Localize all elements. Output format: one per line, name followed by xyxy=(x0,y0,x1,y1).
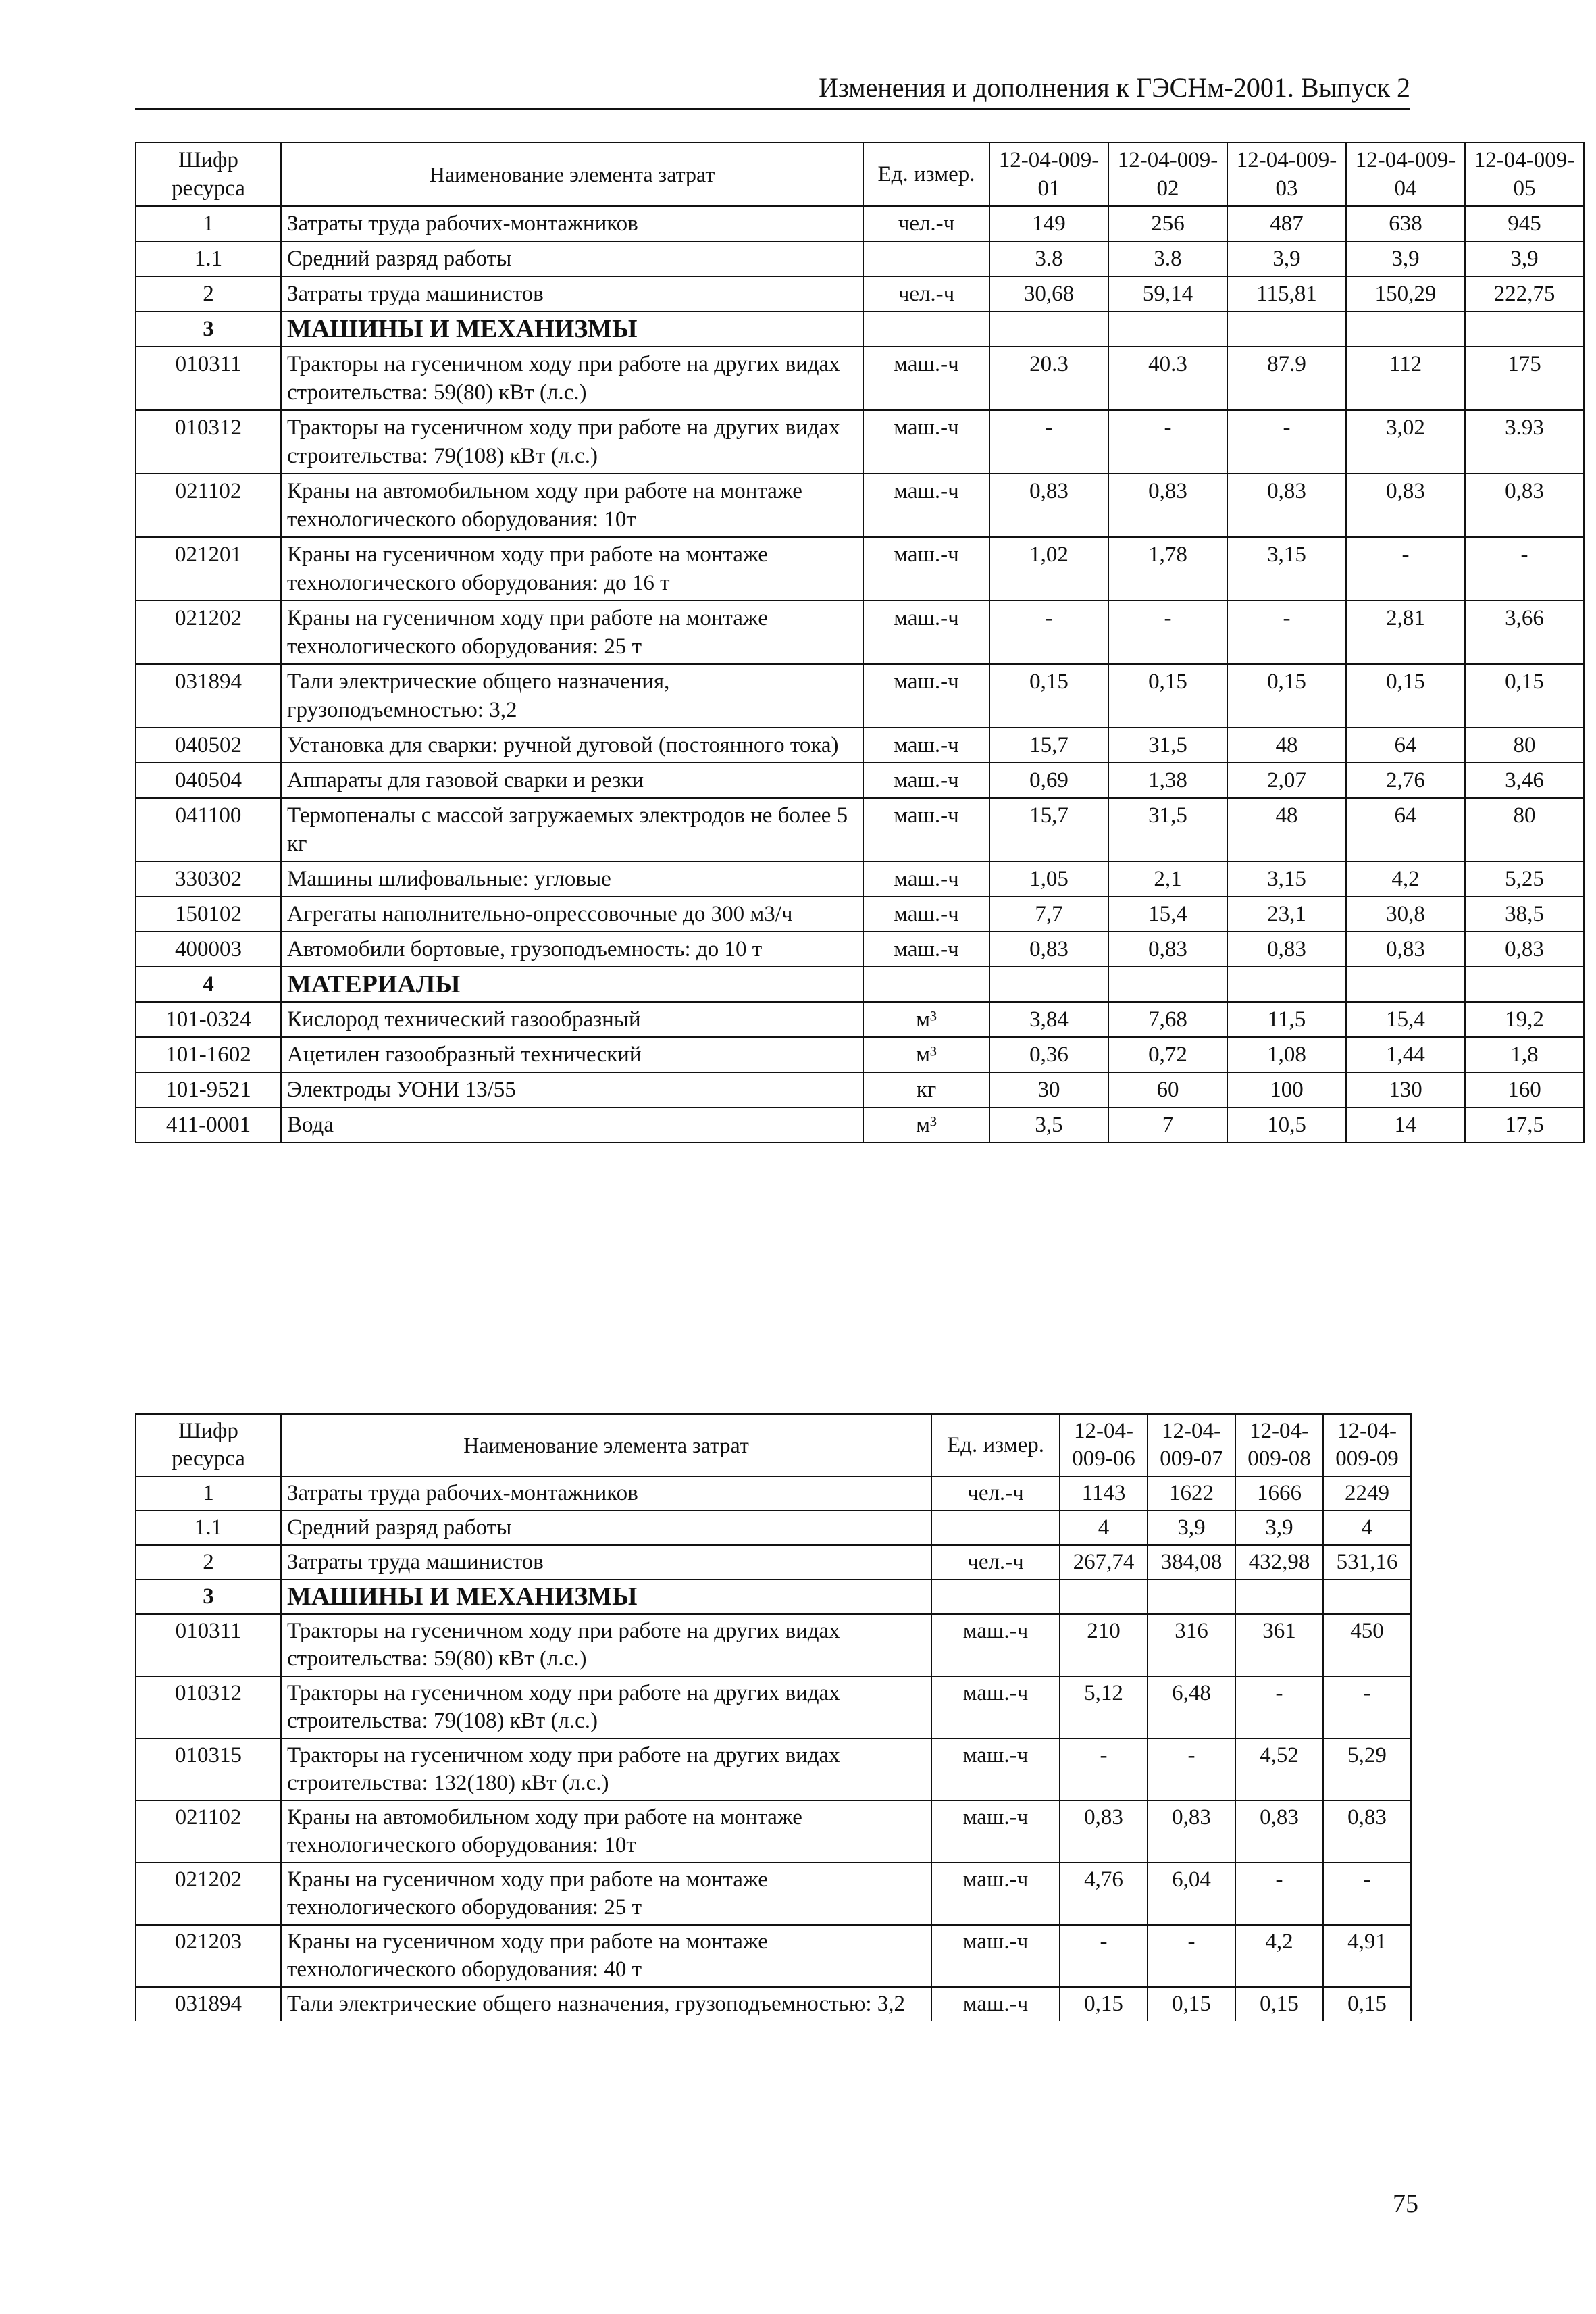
unit-cell: м³ xyxy=(863,1037,989,1072)
table-row xyxy=(136,410,1584,474)
value-cell: 3.93 xyxy=(1465,410,1584,474)
value-cell: - xyxy=(989,410,1108,474)
resource-code: 1.1 xyxy=(136,241,281,276)
resource-code: 1 xyxy=(136,1476,281,1511)
value-cell: 1,44 xyxy=(1346,1037,1465,1072)
resource-code: 3 xyxy=(136,1580,281,1614)
unit-cell: маш.-ч xyxy=(931,1987,1060,2021)
resource-code: 1 xyxy=(136,206,281,241)
value-cell: 7,68 xyxy=(1108,1002,1227,1037)
table-row xyxy=(136,1676,1411,1738)
table-row xyxy=(136,798,1584,861)
value-cell: 3,15 xyxy=(1227,537,1346,601)
cost-element-name: Затраты труда рабочих-монтажников xyxy=(281,1476,931,1511)
value-cell: - xyxy=(1323,1676,1411,1738)
value-cell: 149 xyxy=(989,206,1108,241)
value-cell: 20.3 xyxy=(989,347,1108,410)
value-cell: 3,9 xyxy=(1148,1511,1235,1545)
value-cell: - xyxy=(1148,1925,1235,1987)
value-cell: 3,5 xyxy=(989,1107,1108,1142)
table-row xyxy=(136,537,1584,601)
table-row xyxy=(136,311,1584,347)
table-row xyxy=(136,1107,1584,1142)
table-row xyxy=(136,1614,1411,1676)
resource-code: 021202 xyxy=(136,1863,281,1925)
value-cell: 945 xyxy=(1465,206,1584,241)
cost-element-name: Затраты труда рабочих-монтажников xyxy=(281,206,863,241)
value-cell: 6,04 xyxy=(1148,1863,1235,1925)
resource-code: 010315 xyxy=(136,1738,281,1801)
resource-code: 101-9521 xyxy=(136,1072,281,1107)
table-row xyxy=(136,1511,1411,1545)
unit-cell: маш.-ч xyxy=(863,347,989,410)
unit-cell: маш.-ч xyxy=(931,1863,1060,1925)
value-cell: - xyxy=(1060,1738,1148,1801)
value-cell: 15,7 xyxy=(989,798,1108,861)
value-cell: 115,81 xyxy=(1227,276,1346,311)
value-cell: 0,83 xyxy=(1346,474,1465,537)
unit-cell: маш.-ч xyxy=(931,1925,1060,1987)
table-row xyxy=(136,1863,1411,1925)
cost-element-name: Краны на автомобильном ходу при работе на монтаже технологического оборудования: 10т xyxy=(281,1801,931,1863)
value-cell: 15,7 xyxy=(989,728,1108,763)
table-row xyxy=(136,967,1584,1002)
page-header: Изменения и дополнения к ГЭСНм-2001. Выпуск 2 xyxy=(135,70,1410,110)
column-header: Шифр ресурса xyxy=(136,143,281,206)
cost-element-name: Термопеналы с массой загружаемых электродов не более 5 кг xyxy=(281,798,863,861)
value-cell: 0,15 xyxy=(989,664,1108,728)
value-cell: 10,5 xyxy=(1227,1107,1346,1142)
unit-cell: маш.-ч xyxy=(931,1738,1060,1801)
table-row xyxy=(136,206,1584,241)
value-cell: 0,83 xyxy=(1323,1801,1411,1863)
value-cell: 0,83 xyxy=(1148,1801,1235,1863)
value-cell xyxy=(1108,311,1227,347)
value-cell: 3.8 xyxy=(989,241,1108,276)
value-cell: 4,91 xyxy=(1323,1925,1411,1987)
unit-cell: маш.-ч xyxy=(863,474,989,537)
cost-element-name: Краны на гусеничном ходу при работе на монтаже технологического оборудования: 25 т xyxy=(281,1863,931,1925)
unit-cell: м³ xyxy=(863,1002,989,1037)
value-cell: 1622 xyxy=(1148,1476,1235,1511)
table-row xyxy=(136,1476,1411,1511)
resource-code: 041100 xyxy=(136,798,281,861)
table-row xyxy=(136,1002,1584,1037)
value-cell: 1143 xyxy=(1060,1476,1148,1511)
table-row xyxy=(136,1738,1411,1801)
value-cell: 4,2 xyxy=(1235,1925,1323,1987)
column-header: Ед. измер. xyxy=(863,143,989,206)
cost-element-name: Затраты труда машинистов xyxy=(281,276,863,311)
column-header: 12-04-009-05 xyxy=(1465,143,1584,206)
table-row xyxy=(136,1545,1411,1580)
value-cell: 3,15 xyxy=(1227,861,1346,897)
unit-cell: м³ xyxy=(863,1107,989,1142)
value-cell: 2,07 xyxy=(1227,763,1346,798)
value-cell: 1,02 xyxy=(989,537,1108,601)
value-cell: 384,08 xyxy=(1148,1545,1235,1580)
value-cell: 1,8 xyxy=(1465,1037,1584,1072)
value-cell: 3,9 xyxy=(1235,1511,1323,1545)
value-cell: 30 xyxy=(989,1072,1108,1107)
value-cell: 256 xyxy=(1108,206,1227,241)
value-cell: 2,76 xyxy=(1346,763,1465,798)
value-cell: 3.8 xyxy=(1108,241,1227,276)
value-cell: 4,76 xyxy=(1060,1863,1148,1925)
unit-cell xyxy=(863,241,989,276)
value-cell xyxy=(1227,967,1346,1002)
value-cell: 531,16 xyxy=(1323,1545,1411,1580)
table-row xyxy=(136,728,1584,763)
unit-cell: маш.-ч xyxy=(863,601,989,664)
value-cell: - xyxy=(1060,1925,1148,1987)
value-cell: 0,83 xyxy=(1108,474,1227,537)
cost-element-name: Тракторы на гусеничном ходу при работе на других видах строительства: 59(80) кВт (л.с.) xyxy=(281,1614,931,1676)
value-cell: 450 xyxy=(1323,1614,1411,1676)
unit-cell: маш.-ч xyxy=(863,798,989,861)
value-cell: 0,15 xyxy=(1323,1987,1411,2021)
resource-table-2 xyxy=(135,1413,1412,2021)
unit-cell xyxy=(931,1511,1060,1545)
resource-code: 411-0001 xyxy=(136,1107,281,1142)
value-cell: - xyxy=(1108,410,1227,474)
table-row xyxy=(136,1072,1584,1107)
value-cell: - xyxy=(1227,601,1346,664)
cost-element-name: Аппараты для газовой сварки и резки xyxy=(281,763,863,798)
value-cell: 11,5 xyxy=(1227,1002,1346,1037)
unit-cell: чел.-ч xyxy=(931,1545,1060,1580)
resource-code: 4 xyxy=(136,967,281,1002)
resource-code: 021203 xyxy=(136,1925,281,1987)
resource-code: 031894 xyxy=(136,1987,281,2021)
value-cell: 1666 xyxy=(1235,1476,1323,1511)
table-row xyxy=(136,932,1584,967)
value-cell: - xyxy=(1323,1863,1411,1925)
resource-code: 2 xyxy=(136,276,281,311)
cost-element-name: Тракторы на гусеничном ходу при работе на других видах строительства: 79(108) кВт (л.с.) xyxy=(281,410,863,474)
value-cell: 0,83 xyxy=(1060,1801,1148,1863)
unit-cell: маш.-ч xyxy=(863,410,989,474)
resource-code: 010311 xyxy=(136,347,281,410)
resource-code: 021102 xyxy=(136,474,281,537)
value-cell: 160 xyxy=(1465,1072,1584,1107)
unit-cell: маш.-ч xyxy=(931,1676,1060,1738)
resource-code: 021102 xyxy=(136,1801,281,1863)
table-row xyxy=(136,861,1584,897)
value-cell: 3,9 xyxy=(1346,241,1465,276)
value-cell: 150,29 xyxy=(1346,276,1465,311)
value-cell: 64 xyxy=(1346,798,1465,861)
value-cell: 0,15 xyxy=(1346,664,1465,728)
value-cell: 0,15 xyxy=(1148,1987,1235,2021)
value-cell: 48 xyxy=(1227,798,1346,861)
table-row xyxy=(136,276,1584,311)
unit-cell: маш.-ч xyxy=(863,861,989,897)
value-cell: 14 xyxy=(1346,1107,1465,1142)
value-cell: 100 xyxy=(1227,1072,1346,1107)
value-cell: 0,83 xyxy=(1108,932,1227,967)
cost-element-name: Тракторы на гусеничном ходу при работе на других видах строительства: 59(80) кВт (л.с.) xyxy=(281,347,863,410)
value-cell: 0,69 xyxy=(989,763,1108,798)
value-cell: - xyxy=(1148,1738,1235,1801)
value-cell: - xyxy=(1346,537,1465,601)
value-cell: 222,75 xyxy=(1465,276,1584,311)
column-header: Шифр ресурса xyxy=(136,1414,281,1476)
value-cell: 87.9 xyxy=(1227,347,1346,410)
unit-cell xyxy=(931,1580,1060,1614)
value-cell: - xyxy=(1465,537,1584,601)
value-cell xyxy=(989,311,1108,347)
value-cell: 5,25 xyxy=(1465,861,1584,897)
table-header-row xyxy=(136,143,1584,206)
unit-cell: маш.-ч xyxy=(863,664,989,728)
value-cell: 2,1 xyxy=(1108,861,1227,897)
value-cell: 19,2 xyxy=(1465,1002,1584,1037)
cost-element-name: Ацетилен газообразный технический xyxy=(281,1037,863,1072)
cost-element-name: Кислород технический газообразный xyxy=(281,1002,863,1037)
table-row xyxy=(136,474,1584,537)
column-header: 12-04-009-01 xyxy=(989,143,1108,206)
cost-element-name: Тракторы на гусеничном ходу при работе на других видах строительства: 79(108) кВт (л.с.) xyxy=(281,1676,931,1738)
resource-code: 021201 xyxy=(136,537,281,601)
value-cell: 0,83 xyxy=(1227,474,1346,537)
cost-element-name: Краны на гусеничном ходу при работе на монтаже технологического оборудования: до 16 т xyxy=(281,537,863,601)
unit-cell: кг xyxy=(863,1072,989,1107)
value-cell xyxy=(1323,1580,1411,1614)
value-cell xyxy=(1227,311,1346,347)
resource-code: 330302 xyxy=(136,861,281,897)
unit-cell: маш.-ч xyxy=(931,1614,1060,1676)
table-row xyxy=(136,347,1584,410)
value-cell: 1,78 xyxy=(1108,537,1227,601)
value-cell: 210 xyxy=(1060,1614,1148,1676)
cost-element-name: Средний разряд работы xyxy=(281,1511,931,1545)
resource-code: 2 xyxy=(136,1545,281,1580)
column-header: Наименование элемента затрат xyxy=(281,143,863,206)
value-cell: 432,98 xyxy=(1235,1545,1323,1580)
value-cell xyxy=(1108,967,1227,1002)
value-cell: 80 xyxy=(1465,798,1584,861)
column-header: Наименование элемента затрат xyxy=(281,1414,931,1476)
unit-cell: чел.-ч xyxy=(931,1476,1060,1511)
value-cell: 1,38 xyxy=(1108,763,1227,798)
value-cell: 4 xyxy=(1060,1511,1148,1545)
resource-table-1 xyxy=(135,142,1585,1143)
column-header: 12-04-009-06 xyxy=(1060,1414,1148,1476)
resource-code: 101-1602 xyxy=(136,1037,281,1072)
value-cell: 316 xyxy=(1148,1614,1235,1676)
value-cell: 4,52 xyxy=(1235,1738,1323,1801)
value-cell: 3,9 xyxy=(1465,241,1584,276)
column-header: Ед. измер. xyxy=(931,1414,1060,1476)
value-cell: 60 xyxy=(1108,1072,1227,1107)
unit-cell xyxy=(863,967,989,1002)
value-cell: 5,29 xyxy=(1323,1738,1411,1801)
cost-element-name: Краны на автомобильном ходу при работе на монтаже технологического оборудования: 10т xyxy=(281,474,863,537)
resource-code: 010312 xyxy=(136,410,281,474)
value-cell: 30,8 xyxy=(1346,897,1465,932)
value-cell xyxy=(1346,967,1465,1002)
value-cell: 6,48 xyxy=(1148,1676,1235,1738)
value-cell: 130 xyxy=(1346,1072,1465,1107)
value-cell: 1,05 xyxy=(989,861,1108,897)
value-cell: 0,15 xyxy=(1227,664,1346,728)
unit-cell xyxy=(863,311,989,347)
table-row xyxy=(136,1801,1411,1863)
value-cell xyxy=(1235,1580,1323,1614)
value-cell: 3,9 xyxy=(1227,241,1346,276)
table-row xyxy=(136,763,1584,798)
value-cell: 3,46 xyxy=(1465,763,1584,798)
resource-code: 010311 xyxy=(136,1614,281,1676)
value-cell: 0,83 xyxy=(1465,932,1584,967)
cost-element-name: Вода xyxy=(281,1107,863,1142)
value-cell: 23,1 xyxy=(1227,897,1346,932)
cost-element-name: МАШИНЫ И МЕХАНИЗМЫ xyxy=(281,1580,931,1614)
cost-element-name: Краны на гусеничном ходу при работе на монтаже технологического оборудования: 25 т xyxy=(281,601,863,664)
table-row xyxy=(136,897,1584,932)
resource-code: 1.1 xyxy=(136,1511,281,1545)
value-cell: 2,81 xyxy=(1346,601,1465,664)
column-header: 12-04-009-04 xyxy=(1346,143,1465,206)
value-cell: 4,2 xyxy=(1346,861,1465,897)
value-cell: 30,68 xyxy=(989,276,1108,311)
value-cell: 0,83 xyxy=(1227,932,1346,967)
value-cell: 0,15 xyxy=(1235,1987,1323,2021)
value-cell: 0,15 xyxy=(1060,1987,1148,2021)
value-cell: 5,12 xyxy=(1060,1676,1148,1738)
value-cell: 638 xyxy=(1346,206,1465,241)
unit-cell: маш.-ч xyxy=(863,897,989,932)
value-cell: 64 xyxy=(1346,728,1465,763)
resource-code: 031894 xyxy=(136,664,281,728)
cost-element-name: МАШИНЫ И МЕХАНИЗМЫ xyxy=(281,311,863,347)
column-header: 12-04-009-08 xyxy=(1235,1414,1323,1476)
resource-code: 101-0324 xyxy=(136,1002,281,1037)
cost-element-name: Агрегаты наполнительно-опрессовочные до 300 м3/ч xyxy=(281,897,863,932)
table-row xyxy=(136,1037,1584,1072)
unit-cell: чел.-ч xyxy=(863,206,989,241)
resource-code: 3 xyxy=(136,311,281,347)
table-row xyxy=(136,664,1584,728)
value-cell: - xyxy=(1235,1676,1323,1738)
unit-cell: маш.-ч xyxy=(931,1801,1060,1863)
value-cell xyxy=(1060,1580,1148,1614)
value-cell: 15,4 xyxy=(1346,1002,1465,1037)
value-cell: 80 xyxy=(1465,728,1584,763)
table-row xyxy=(136,1580,1411,1614)
value-cell: 59,14 xyxy=(1108,276,1227,311)
value-cell: 3,66 xyxy=(1465,601,1584,664)
value-cell: 0,15 xyxy=(1465,664,1584,728)
value-cell: 112 xyxy=(1346,347,1465,410)
value-cell: - xyxy=(989,601,1108,664)
column-header: 12-04-009-09 xyxy=(1323,1414,1411,1476)
unit-cell: маш.-ч xyxy=(863,763,989,798)
value-cell xyxy=(1346,311,1465,347)
value-cell: 0,83 xyxy=(989,474,1108,537)
value-cell: 7 xyxy=(1108,1107,1227,1142)
value-cell: 31,5 xyxy=(1108,798,1227,861)
table-row xyxy=(136,1925,1411,1987)
table-header-row xyxy=(136,1414,1411,1476)
value-cell xyxy=(989,967,1108,1002)
value-cell: 15,4 xyxy=(1108,897,1227,932)
value-cell: 0,83 xyxy=(989,932,1108,967)
table-row xyxy=(136,601,1584,664)
resource-code: 010312 xyxy=(136,1676,281,1738)
cost-element-name: Электроды УОНИ 13/55 xyxy=(281,1072,863,1107)
value-cell xyxy=(1465,967,1584,1002)
cost-element-name: Установка для сварки: ручной дуговой (постоянного тока) xyxy=(281,728,863,763)
value-cell: 48 xyxy=(1227,728,1346,763)
value-cell: 3,84 xyxy=(989,1002,1108,1037)
unit-cell: маш.-ч xyxy=(863,537,989,601)
value-cell: 40.3 xyxy=(1108,347,1227,410)
value-cell: 31,5 xyxy=(1108,728,1227,763)
resource-code: 040504 xyxy=(136,763,281,798)
resource-code: 021202 xyxy=(136,601,281,664)
cost-element-name: МАТЕРИАЛЫ xyxy=(281,967,863,1002)
value-cell: 0,83 xyxy=(1346,932,1465,967)
unit-cell: маш.-ч xyxy=(863,728,989,763)
column-header: 12-04-009-03 xyxy=(1227,143,1346,206)
value-cell: 3,02 xyxy=(1346,410,1465,474)
value-cell xyxy=(1465,311,1584,347)
cost-element-name: Краны на гусеничном ходу при работе на монтаже технологического оборудования: 40 т xyxy=(281,1925,931,1987)
cost-element-name: Средний разряд работы xyxy=(281,241,863,276)
value-cell: 38,5 xyxy=(1465,897,1584,932)
value-cell: 175 xyxy=(1465,347,1584,410)
value-cell: 487 xyxy=(1227,206,1346,241)
value-cell: - xyxy=(1235,1863,1323,1925)
value-cell: 17,5 xyxy=(1465,1107,1584,1142)
value-cell: 0,83 xyxy=(1235,1801,1323,1863)
value-cell: 0,36 xyxy=(989,1037,1108,1072)
value-cell: 0,72 xyxy=(1108,1037,1227,1072)
page-number: 75 xyxy=(1393,2190,1418,2218)
column-header: 12-04-009-02 xyxy=(1108,143,1227,206)
value-cell: - xyxy=(1227,410,1346,474)
unit-cell: чел.-ч xyxy=(863,276,989,311)
value-cell: - xyxy=(1108,601,1227,664)
value-cell: 267,74 xyxy=(1060,1545,1148,1580)
cost-element-name: Машины шлифовальные: угловые xyxy=(281,861,863,897)
resource-code: 150102 xyxy=(136,897,281,932)
value-cell: 0,15 xyxy=(1108,664,1227,728)
unit-cell: маш.-ч xyxy=(863,932,989,967)
cost-element-name: Затраты труда машинистов xyxy=(281,1545,931,1580)
resource-code: 040502 xyxy=(136,728,281,763)
column-header: 12-04-009-07 xyxy=(1148,1414,1235,1476)
table-row xyxy=(136,241,1584,276)
value-cell: 4 xyxy=(1323,1511,1411,1545)
resource-code: 400003 xyxy=(136,932,281,967)
value-cell: 361 xyxy=(1235,1614,1323,1676)
cost-element-name: Автомобили бортовые, грузоподъемность: до 10 т xyxy=(281,932,863,967)
cost-element-name: Тракторы на гусеничном ходу при работе на других видах строительства: 132(180) кВт (л.с.) xyxy=(281,1738,931,1801)
value-cell: 2249 xyxy=(1323,1476,1411,1511)
table-row xyxy=(136,1987,1411,2021)
value-cell: 7,7 xyxy=(989,897,1108,932)
cost-element-name: Тали электрические общего назначения, грузоподъемностью: 3,2 xyxy=(281,664,863,728)
value-cell: 0,83 xyxy=(1465,474,1584,537)
cost-element-name: Тали электрические общего назначения, грузоподъемностью: 3,2 xyxy=(281,1987,931,2021)
value-cell: 1,08 xyxy=(1227,1037,1346,1072)
value-cell xyxy=(1148,1580,1235,1614)
